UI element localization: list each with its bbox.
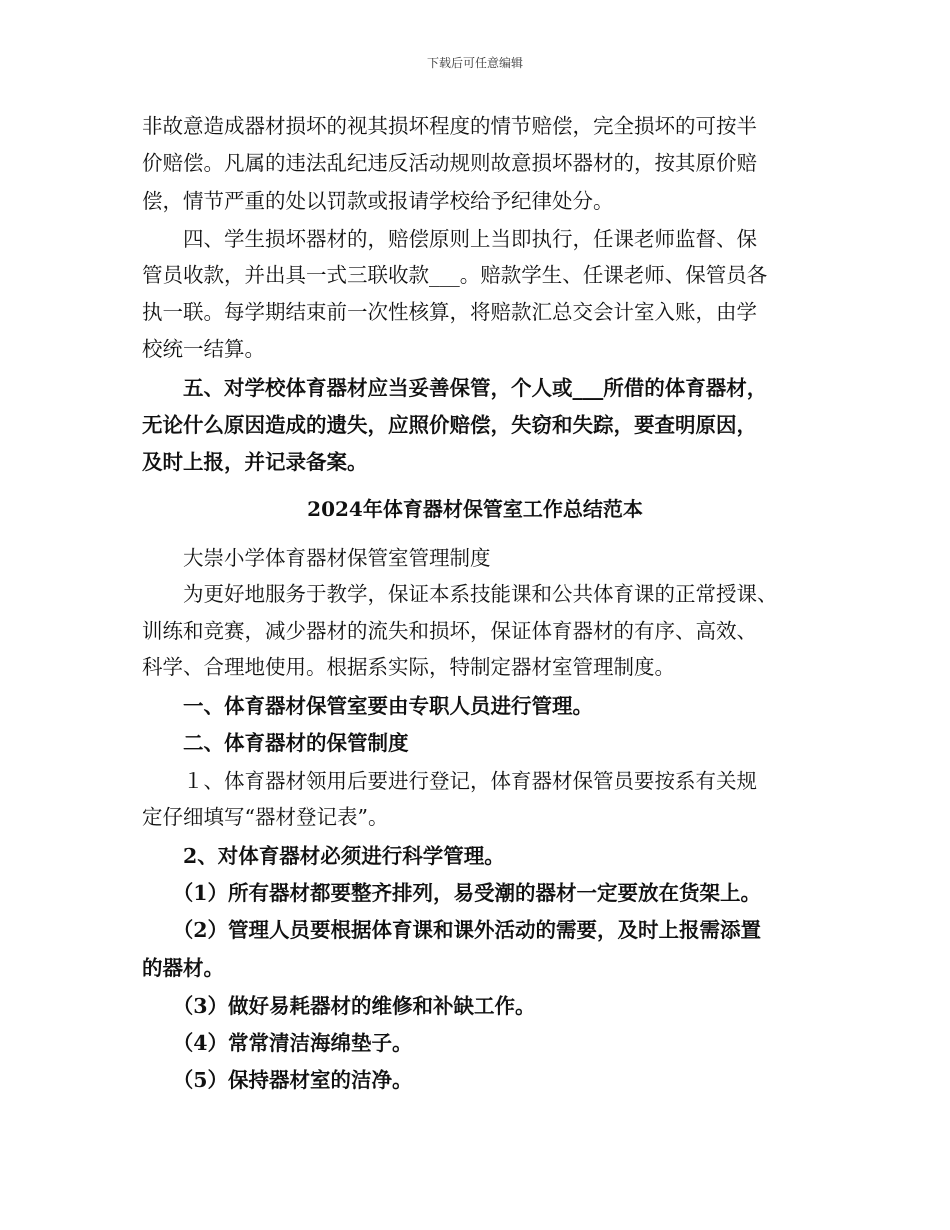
paragraph-line-bold: 无论什么原因造成的遗失，应照价赔偿，失窃和失踪，要查明原因， bbox=[142, 413, 757, 437]
paragraph-line: 为更好地服务于教学，保证本系技能课和公共体育课的正常授课、 bbox=[142, 582, 778, 606]
paragraph-line-bold: （2）管理人员要根据体育课和课外活动的需要，及时上报需添置 bbox=[142, 918, 762, 942]
paragraph-line: 管员收款，并出具一式三联收款___。赔款学生、任课老师、保管员各 bbox=[142, 263, 768, 287]
paragraph-line-bold: （1）所有器材都要整齐排列，易受潮的器材一定要放在货架上。 bbox=[142, 881, 762, 905]
paragraph-line-bold: （5）保持器材室的洁净。 bbox=[142, 1068, 413, 1092]
paragraph-line: 执一联。每学期结束前一次性核算，将赔款汇总交会计室入账，由学 bbox=[142, 300, 757, 324]
section-title: 2024年体育器材保管室工作总结范本 bbox=[307, 497, 643, 521]
paragraph-line: 校统一结算。 bbox=[142, 337, 265, 361]
paragraph-line: 四、学生损坏器材的，赔偿原则上当即执行，任课老师监督、保 bbox=[142, 227, 757, 251]
paragraph-line: 训练和竞赛，减少器材的流失和损坏，保证体育器材的有序、高效、 bbox=[142, 619, 757, 643]
paragraph-line-bold: 及时上报，并记录备案。 bbox=[142, 450, 368, 474]
paragraph-line: 科学、合理地使用。根据系实际，特制定器材室管理制度。 bbox=[142, 655, 675, 679]
paragraph-line: １、体育器材领用后要进行登记，体育器材保管员要按系有关规 bbox=[142, 769, 757, 793]
paragraph-line-bold: 的器材。 bbox=[142, 956, 224, 980]
page-header: 下载后可任意编辑 bbox=[426, 56, 523, 70]
paragraph-line-bold: 二、体育器材的保管制度 bbox=[142, 731, 409, 755]
paragraph-line: 偿，情节严重的处以罚款或报请学校给予纪律处分。 bbox=[142, 189, 614, 213]
paragraph-line: 定仔细填写“器材登记表”。 bbox=[142, 805, 389, 829]
paragraph-line-bold: 2、对体育器材必须进行科学管理。 bbox=[142, 844, 505, 868]
paragraph-line-bold: （3）做好易耗器材的维修和补缺工作。 bbox=[142, 994, 536, 1018]
paragraph-line: 大崇小学体育器材保管室管理制度 bbox=[142, 546, 491, 570]
paragraph-line-bold: （4）常常清洁海绵垫子。 bbox=[142, 1031, 413, 1055]
paragraph-line-bold: 五、对学校体育器材应当妥善保管，个人或___所借的体育器材， bbox=[142, 376, 768, 400]
paragraph-line: 价赔偿。凡属的违法乱纪违反活动规则故意损坏器材的，按其原价赔 bbox=[142, 151, 757, 175]
paragraph-line: 非故意造成器材损坏的视其损坏程度的情节赔偿，完全损坏的可按半 bbox=[142, 114, 757, 138]
paragraph-line-bold: 一、体育器材保管室要由专职人员进行管理。 bbox=[142, 694, 593, 718]
